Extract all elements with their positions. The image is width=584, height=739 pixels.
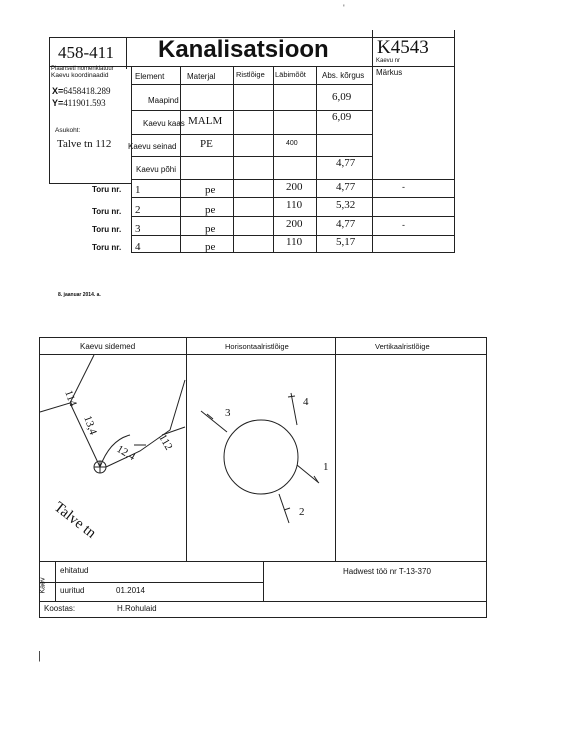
remark-dash: - — [402, 220, 405, 230]
pipe-number: 1 — [135, 184, 141, 196]
well-number-caption: Kaevu nr — [376, 58, 401, 64]
work-note: Hadwest töö nr T-13-370 — [343, 567, 431, 576]
row-diameter: 400 — [286, 140, 298, 147]
pipe-number: 3 — [135, 223, 141, 235]
section-label-1: 1 — [323, 461, 329, 473]
pipe-material: pe — [205, 223, 216, 235]
pipe-number: 2 — [135, 204, 141, 216]
pipe-label: Toru nr. — [92, 185, 122, 194]
connections-sketch — [40, 355, 186, 561]
renewed-label: uuritud — [60, 586, 85, 595]
col-header-element: Element — [135, 72, 165, 81]
pipe-number: 4 — [135, 241, 141, 253]
coords-caption: Kaevu koordinaadid — [51, 72, 109, 79]
row-material: MALM — [188, 115, 223, 127]
scan-mark: ' — [343, 3, 345, 13]
location-value: Talve tn 112 — [57, 138, 112, 150]
sketch-label-112: 112 — [156, 432, 175, 453]
pipe-material: pe — [205, 241, 216, 253]
author-label: Koostas: — [44, 604, 76, 613]
pipe-label: Toru nr. — [92, 243, 122, 252]
sketch-label-114: 114 — [62, 388, 79, 408]
page-title: Kanalisatsioon — [158, 36, 329, 63]
pipe-height: 5,17 — [336, 236, 356, 248]
col-header-height: Abs. kõrgus — [322, 71, 365, 80]
pipe-label: Toru nr. — [92, 225, 122, 234]
author-value: H.Rohulaid — [117, 604, 157, 613]
row-material: PE — [200, 138, 213, 150]
row-height: 6,09 — [332, 91, 352, 103]
pipe-height: 5,32 — [336, 199, 356, 211]
y-coordinate: Y=411901.593 — [52, 98, 106, 108]
col-header-diameter: Läbimõõt — [275, 70, 306, 79]
nomenclature-caption: Plaanseti nomenklatuur — [51, 66, 114, 72]
pipe-material: pe — [205, 184, 216, 196]
pipe-diameter: 110 — [286, 236, 303, 248]
pipe-label: Toru nr. — [92, 207, 122, 216]
row-height: 6,09 — [332, 111, 352, 123]
section-label-2: 2 — [299, 506, 305, 518]
row-element: Kaevu kaas — [143, 119, 185, 128]
col-title-connections: Kaevu sidemed — [80, 342, 136, 351]
col-title-horizontal-section: Horisontaalristlõige — [225, 342, 289, 351]
section-label-4: 4 — [303, 396, 309, 408]
row-element: Kaevu seinad — [128, 142, 177, 151]
date-note: 8. jaanuar 2014. a. — [58, 292, 101, 298]
sketch-label-13-4: 13,4 — [81, 414, 100, 437]
row-element: Kaevu põhi — [136, 165, 177, 174]
col-header-remark: Märkus — [376, 68, 403, 77]
pipe-diameter: 200 — [286, 218, 303, 230]
footer-side-label: Kaev — [39, 577, 47, 594]
remark-dash: - — [402, 182, 405, 192]
col-header-material: Materjal — [187, 72, 216, 81]
built-label: ehitatud — [60, 566, 89, 575]
row-height: 4,77 — [336, 157, 356, 169]
renewed-value: 01.2014 — [116, 586, 145, 595]
horizontal-section-sketch — [187, 355, 335, 561]
pipe-height: 4,77 — [336, 181, 356, 193]
col-header-section: Ristlõige — [236, 70, 265, 79]
street-name-handwritten: Talve tn — [50, 499, 99, 542]
col-title-vertical-section: Vertikaalristlõige — [375, 342, 430, 351]
section-label-3: 3 — [225, 407, 231, 419]
well-number: K4543 — [377, 37, 429, 58]
pipe-height: 4,77 — [336, 218, 356, 230]
pipe-material: pe — [205, 204, 216, 216]
scan-mark: | — [38, 650, 41, 662]
sketch-label-12-4: 12,4 — [114, 443, 138, 464]
pipe-diameter: 200 — [286, 181, 303, 193]
pipe-diameter: 110 — [286, 199, 303, 211]
row-element: Maapind — [148, 96, 179, 105]
x-coordinate: X=6458418.289 — [52, 86, 111, 96]
nomenclature-number: 458-411 — [58, 43, 115, 62]
location-caption: Asukoht: — [55, 127, 81, 134]
